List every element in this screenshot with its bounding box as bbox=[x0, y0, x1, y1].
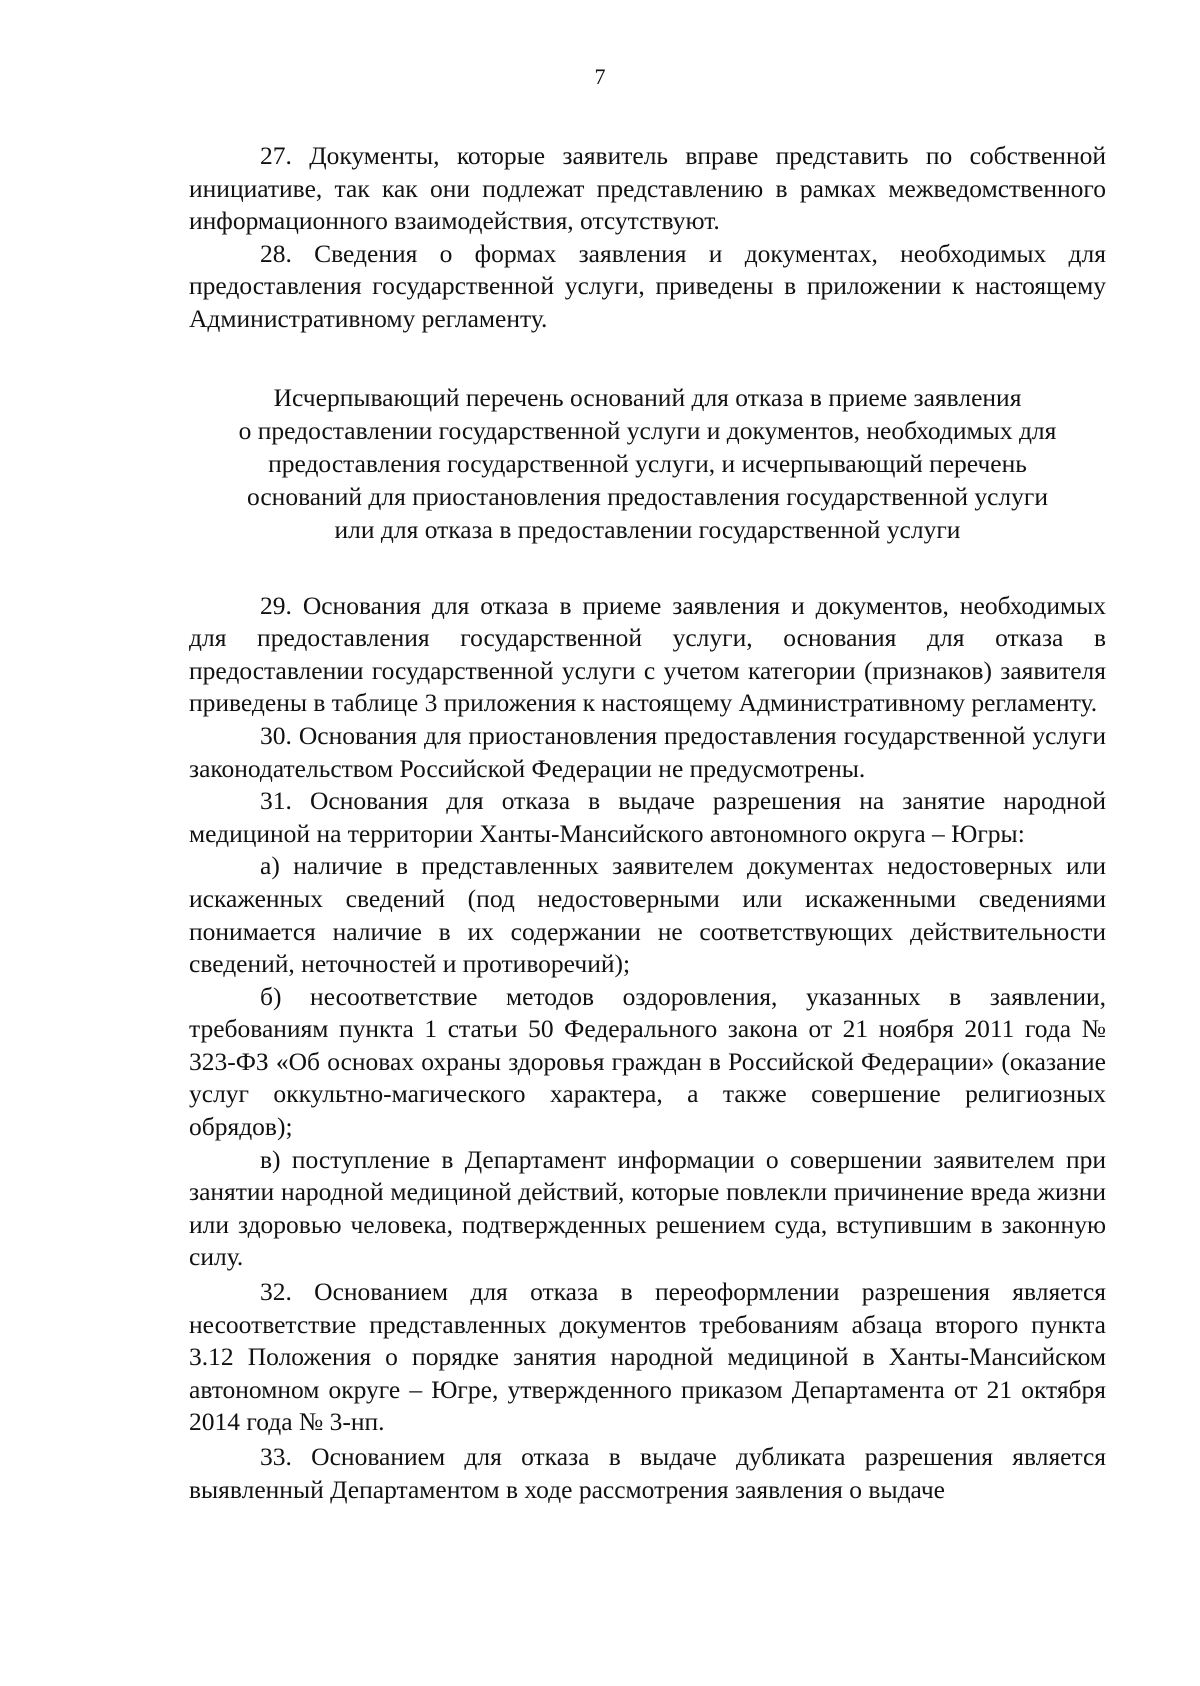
section-heading bbox=[209, 381, 1086, 546]
paragraph-28: 28. Сведения о формах заявления и документах, необходимых для предоставления государственной услуги, приведены в приложении к настоящему Административному регламенту. bbox=[189, 238, 1106, 333]
paragraph-31-v: в) поступление в Департамент информации о совершении заявителем при занятии народной медициной действий, которые повлекли причинение вреда жизни или здоровью человека, подтвержденных решением суда, вступившим в законную силу. bbox=[189, 1144, 1106, 1272]
document-body bbox=[189, 140, 1106, 1506]
paragraph-31-b: б) несоответствие методов оздоровления, указанных в заявлении, требованиям пункта 1 статьи 50 Федерального закона от 21 ноября 2011 года № 323-ФЗ «Об основах охраны здоровья граждан в Российской Федерации» (оказание услуг оккультно-магического характера, а также совершение религиозных обрядов); bbox=[189, 981, 1106, 1142]
paragraph-32: 32. Основанием для отказа в переоформлении разрешения является несоответствие представленных документов требованиям абзаца второго пункта 3.12 Положения о порядке занятия народной медициной в Ханты-Мансийском автономном округе – Югре, утвержденного приказом Департамента от 21 октября 2014 года № 3-нп. bbox=[189, 1277, 1106, 1437]
paragraph-29: 29. Основания для отказа в приеме заявления и документов, необходимых для предоставления государственной услуги, основания для отказа в предоставлении государственной услуги с учетом категории (признаков) заявителя приведены в таблице 3 приложения к настоящему Административному регламенту. bbox=[189, 590, 1106, 718]
page-number: 7 bbox=[594, 64, 606, 89]
paragraph-31-a: а) наличие в представленных заявителем документах недостоверных или искаженных сведений (под недостоверными или искаженными сведениями понимается наличие в их содержании не соответствующих действительности сведений, неточностей и противоречий); bbox=[189, 851, 1106, 979]
heading-line: или для отказа в предоставлении государственной услуги bbox=[334, 514, 961, 544]
heading-line: оснований для приостановления предоставления государственной услуги bbox=[246, 481, 1049, 511]
paragraph-30: 30. Основания для приостановления предоставления государственной услуги законодательством Российской Федерации не предусмотрены. bbox=[189, 720, 1106, 783]
heading-line: предоставления государственной услуги, и исчерпывающий перечень bbox=[268, 448, 1027, 478]
heading-line: о предоставлении государственной услуги и документов, необходимых для bbox=[238, 415, 1057, 445]
paragraph-31: 31. Основания для отказа в выдаче разрешения на занятие народной медициной на территории Ханты-Мансийского автономного округа – Югры: bbox=[189, 786, 1106, 848]
paragraph-27: 27. Документы, которые заявитель вправе представить по собственной инициативе, так как они подлежат представлению в рамках межведомственного информационного взаимодействия, отсутствуют. bbox=[189, 141, 1106, 236]
paragraph-33: 33. Основанием для отказа в выдаче дубликата разрешения является выявленный Департаментом в ходе рассмотрения заявления о выдаче bbox=[189, 1442, 1106, 1504]
heading-line: Исчерпывающий перечень оснований для отказа в приеме заявления bbox=[273, 382, 1022, 412]
